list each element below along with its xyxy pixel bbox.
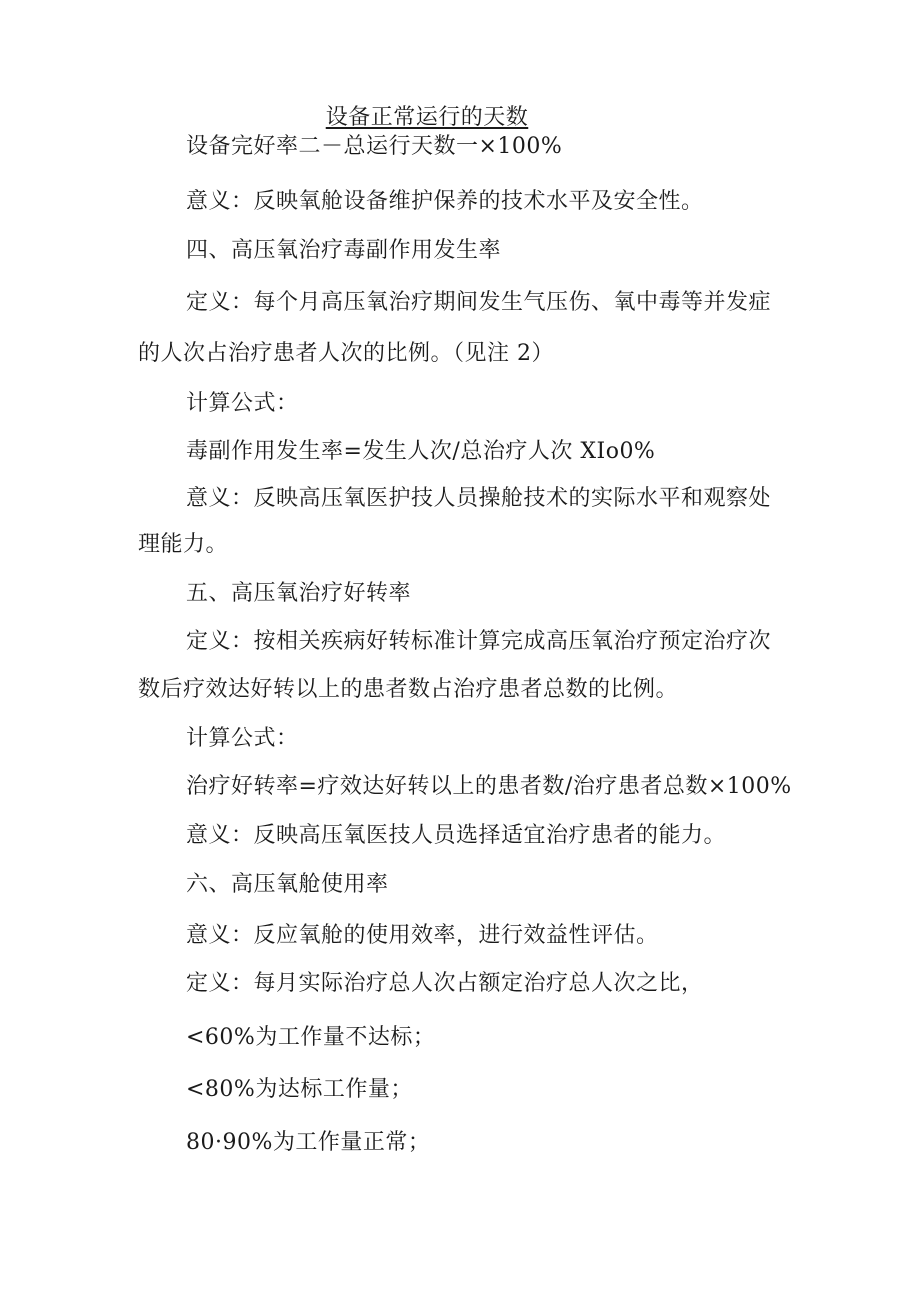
paragraph-meaning: 意义：反映高压氧医护技人员操舱技术的实际水平和观察处	[186, 486, 772, 511]
paragraph-definition: 定义：每月实际治疗总人次占额定治疗总人次之比，	[186, 971, 704, 996]
paragraph-meaning: 意义：反应氧舱的使用效率，进行效益性评估。	[186, 923, 659, 948]
section-heading-4: 四、高压氧治疗毒副作用发生率	[186, 238, 502, 263]
paragraph-meaning: 意义：反映高压氧医技人员选择适宜治疗患者的能力。	[186, 823, 727, 848]
section-heading-5: 五、高压氧治疗好转率	[186, 581, 412, 606]
formula-label: 计算公式：	[186, 391, 299, 416]
section-heading-6: 六、高压氧舱使用率	[186, 872, 389, 897]
list-item: 80·90%为工作量正常；	[186, 1130, 431, 1155]
formula-numerator: 设备正常运行的天数	[325, 105, 529, 130]
paragraph-meaning: 意义：反映氧舱设备维护保养的技术水平及安全性。	[186, 189, 704, 214]
list-item: <80%为达标工作量；	[186, 1077, 413, 1102]
paragraph-definition: 定义：每个月高压氧治疗期间发生气压伤、氧中毒等并发症	[186, 290, 772, 315]
list-item: <60%为工作量不达标；	[186, 1025, 436, 1050]
paragraph-definition-cont: 的人次占治疗患者人次的比例。（见注 2）	[138, 341, 554, 366]
paragraph-definition-cont: 数后疗效达好转以上的患者数占治疗患者总数的比例。	[138, 677, 679, 702]
formula-label: 计算公式：	[186, 726, 299, 751]
formula-equipment-rate: 设备完好率二－总运行天数一×100%	[186, 134, 563, 159]
paragraph-definition: 定义：按相关疾病好转标准计算完成高压氧治疗预定治疗次	[186, 629, 772, 654]
paragraph-meaning-cont: 理能力。	[138, 532, 229, 557]
formula-side-effect-rate: 毒副作用发生率=发生人次/总治疗人次 XIo0%	[186, 439, 656, 464]
formula-improvement-rate: 治疗好转率=疗效达好转以上的患者数/治疗患者总数×100%	[186, 774, 792, 799]
